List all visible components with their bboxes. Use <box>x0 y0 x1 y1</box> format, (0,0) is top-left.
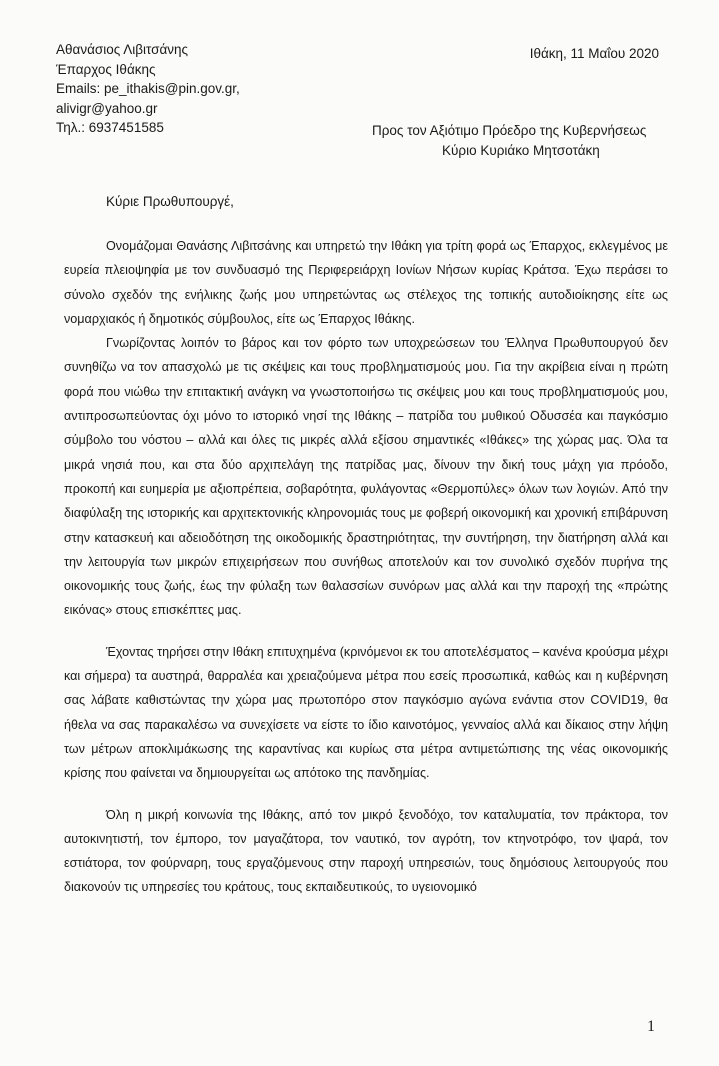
salutation: Κύριε Πρωθυπουργέ, <box>106 194 234 209</box>
page-number: 1 <box>647 1018 655 1035</box>
paragraph-1: Ονομάζομαι Θανάσης Λιβιτσάνης και υπηρετώ την Ιθάκη για τρίτη φορά ως Έπαρχος, εκλεγμένος με ευρεία πλειοψηφία με τον συνδυασμό της Περιφερειάρχη Ιονίων Νήσων κυρίας Κράτσα. Έχω περάσει το σύνολο σχεδόν της ενήλικης ζωής μου υπηρετώντας ως στέλεχος της τοπικής αυτοδιοίκησης είτε ως νομαρχιακός ή δημοτικός σύμβουλος, είτε ως Έπαρχος Ιθάκης. <box>64 239 668 326</box>
sender-block <box>56 40 240 138</box>
recipient-line-1: Προς τον Αξιότιμο Πρόεδρο της Κυβερνήσεως <box>372 123 647 138</box>
paragraph-4: Όλη η μικρή κοινωνία της Ιθάκης, από τον μικρό ξενοδόχο, τον καταλυματία, τον πράκτορα, τον αυτοκινητιστή, τον έμπορο, τον μαγαζάτορα, τον ναυτικό, τον αγρότη, τον κτηνοτρόφο, τον ψαρά, τον εστιάτορα, τον φούρναρη, τους εργαζόμενους στην παροχή υπηρεσιών, τους δημόσιους λειτουργούς που διακονούν τις υπηρεσίες του κράτους, τους εκπαιδευτικούς, το υγειονομικό <box>64 807 668 895</box>
sender-email-secondary: alivigr@yahoo.gr <box>56 100 158 116</box>
sender-name: Αθανάσιος Λιβιτσάνης <box>56 42 189 57</box>
letter-body <box>64 234 668 900</box>
letter-date: Ιθάκη, 11 Μαΐου 2020 <box>529 46 659 61</box>
recipient-line-2: Κύριο Κυριάκο Μητσοτάκη <box>442 143 600 158</box>
recipient-block <box>330 121 670 161</box>
sender-title: Έπαρχος Ιθάκης <box>56 61 156 77</box>
sender-emails: Emails: pe_ithakis@pin.gov.gr, <box>56 81 240 96</box>
paragraph-3: Έχοντας τηρήσει στην Ιθάκη επιτυχημένα (κρινόμενοι εκ του αποτελέσματος – κανένα κρούσμα μέχρι και σήμερα) τα αυστηρά, θαρραλέα και χρειαζούμενα μέτρα που εσείς προσωπικά, καθώς και η κυβέρνηση σας λάβατε καθιστώντας την χώρα μας πρωτοπόρο στον παγκόσμιο αγώνα ενάντια στον COVID19, θα ήθελα να σας παρακαλέσω να συνεχίσετε να είστε το ίδιο καινοτόμος, γενναίος αλλά και δίκαιος στην λήψη των μέτρων αποκλιμάκωσης της καραντίνας και κυρίως στα μέτρα αντιμετώπισης της νέας οικονομικής κρίσης που φαίνεται να δημιουργείται ως απότοκο της πανδημίας. <box>64 644 668 781</box>
paragraph-2: Γνωρίζοντας λοιπόν το βάρος και τον φόρτο των υποχρεώσεων του Έλληνα Πρωθυπουργού δεν συνηθίζω να τον απασχολώ με τις σκέψεις και τους προβληματισμούς μου. Για την ακρίβεια είναι η πρώτη φορά που νιώθω την επιτακτική ανάγκη να γνωστοποιήσω τις σκέψεις μου και τους προβληματισμούς μου, αντιπροσωπεύοντας όχι μόνο το ιστορικό νησί της Ιθάκης – πατρίδα του μυθικού Οδυσσέα και παγκόσμιο σύμβολο του νόστου – αλλά και όλες τις μικρές αλλά εξίσου σημαντικές «Ιθάκες» της χώρας μας. Όλα τα μικρά νησιά που, και στα δύο αρχιπελάγη της πατρίδας μας, δίνουν την δική τους μάχη για πρόοδο, προκοπή και ευημερία με αξιοπρέπεια, σοβαρότητα, φυλάγοντας «Θερμοπύλες» όλων των λογιών. Από την διαφύλαξη της ιστορικής και αρχιτεκτονικής κληρονομιάς τους με φοβερή οικονομική και χρονική επιβάρυνση στην κατασκευή και αδειοδότηση της οικοδομικής δραστηριότητας, την συντήρηση, την διατήρηση αλλά και την λειτουργία των μικρών επιχειρήσεων που συνήθως αποτελούν και τον συνολικό σχεδόν πυρήνα της οικονομικής τους ζωής, έως την φύλαξη των θαλασσίων συνόρων μας αλλά και την παροχή της «πρώτης εικόνας» στους επισκέπτες μας. <box>64 336 668 618</box>
sender-phone: Τηλ.: 6937451585 <box>56 120 164 135</box>
